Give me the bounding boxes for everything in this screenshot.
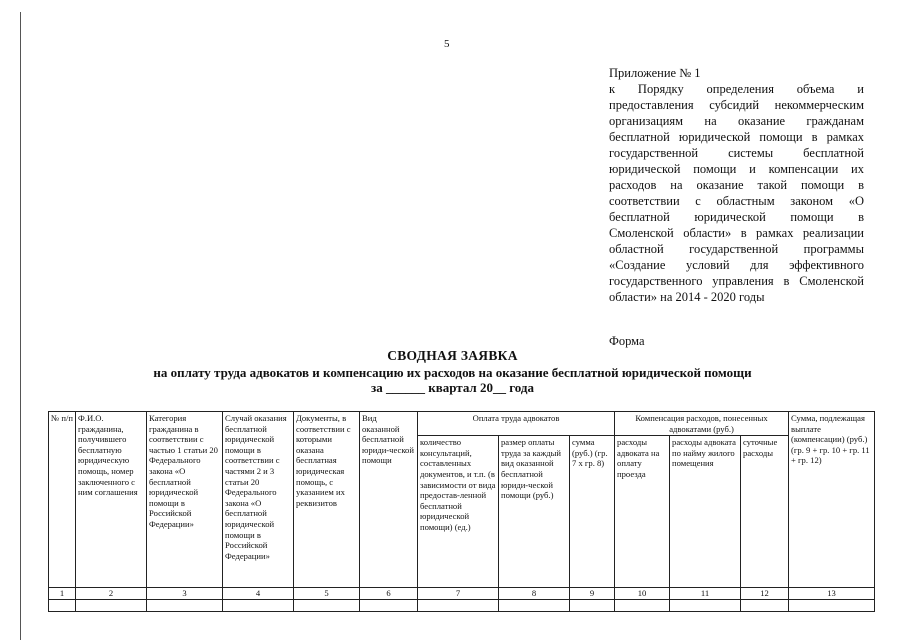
appendix-heading: Приложение № 1: [609, 66, 701, 80]
table-cell: [570, 599, 615, 611]
column-number: 1: [49, 588, 76, 600]
column-number: 5: [294, 588, 360, 600]
header-case: Случай оказания бесплатной юридической помощи в соответствии с частями 2 и 3 статьи 20 Федерального закона «О бесплатной юридической помощи в Российской Федерации»: [223, 412, 294, 588]
table-cell: [360, 599, 418, 611]
column-number: 9: [570, 588, 615, 600]
table-cell: [418, 599, 499, 611]
summary-table: [48, 411, 875, 612]
table-cell: [147, 599, 223, 611]
column-number: 11: [670, 588, 741, 600]
column-number-row: [49, 588, 875, 600]
header-fio: Ф.И.О. гражданина, получившего бесплатную юридическую помощь, номер заключенного с ним соглашения: [76, 412, 147, 588]
document-title: СВОДНАЯ ЗАЯВКА: [387, 348, 518, 363]
table-cell: [294, 599, 360, 611]
header-total-sum: Сумма, подлежащая выплате (компенсации) (руб.) (гр. 9 + гр. 10 + гр. 11 + гр. 12): [789, 412, 875, 588]
table-header-row: [49, 412, 875, 436]
column-number: 2: [76, 588, 147, 600]
header-payment-sum: сумма (руб.) (гр. 7 х гр. 8): [570, 436, 615, 588]
header-documents: Документы, в соответствии с которыми оказана бесплатная юридическая помощь, с указанием их реквизитов: [294, 412, 360, 588]
header-travel: расходы адвоката на оплату проезда: [615, 436, 670, 588]
header-no: № п/п: [49, 412, 76, 588]
appendix-block: [609, 65, 864, 305]
table-cell: [789, 599, 875, 611]
column-number: 10: [615, 588, 670, 600]
page-number: 5: [444, 38, 450, 50]
table-cell: [76, 599, 147, 611]
table-cell: [670, 599, 741, 611]
table-cell: [615, 599, 670, 611]
form-label: Форма: [609, 334, 645, 348]
column-number: 8: [499, 588, 570, 600]
column-number: 4: [223, 588, 294, 600]
empty-data-row: [49, 599, 875, 611]
table-cell: [49, 599, 76, 611]
column-number: 6: [360, 588, 418, 600]
header-compensation-group: Компенсация расходов, понесенных адвокатами (руб.): [615, 412, 789, 436]
column-number: 12: [741, 588, 789, 600]
header-payment-group: Оплата труда адвокатов: [418, 412, 615, 436]
left-margin-line: [20, 12, 21, 640]
header-housing: расходы адвоката по найму жилого помещения: [670, 436, 741, 588]
header-help-type: Вид оказанной бесплатной юриди-ческой помощи: [360, 412, 418, 588]
table-cell: [499, 599, 570, 611]
column-number: 13: [789, 588, 875, 600]
column-number: 3: [147, 588, 223, 600]
document-period: за ______ квартал 20__ года: [370, 380, 535, 395]
header-category: Категория гражданина в соответствии с частью 1 статьи 20 Федерального закона «О бесплатной юридической помощи в Российской Федерации»: [147, 412, 223, 588]
header-rate: размер оплаты труда за каждый вид оказанной бесплатной юриди-ческой помощи (руб.): [499, 436, 570, 588]
header-daily: суточные расходы: [741, 436, 789, 588]
table-cell: [741, 599, 789, 611]
document-subtitle: на оплату труда адвокатов и компенсацию их расходов на оказание бесплатной юридической помощи: [153, 365, 752, 380]
header-quantity: количество консультаций, составленных документов, и т.п. (в зависимости от вида предостав-ленной бесплатной юридической помощи) (ед.): [418, 436, 499, 588]
appendix-text: к Порядку определения объема и предоставления субсидий некоммерческим организациям на оказание гражданам бесплатной юридической помощи в рамках государственной системы бесплатной юридической помощи и компенсации их расходов на оказание такой помощи в соответствии с областным законом «О бесплатной юридической помощи в Смоленской области» в рамках реализации областной государственной программы «Создание условий для эффективного государственного управления в Смоленской области» на 2014 - 2020 годы: [609, 82, 864, 304]
column-number: 7: [418, 588, 499, 600]
table-cell: [223, 599, 294, 611]
